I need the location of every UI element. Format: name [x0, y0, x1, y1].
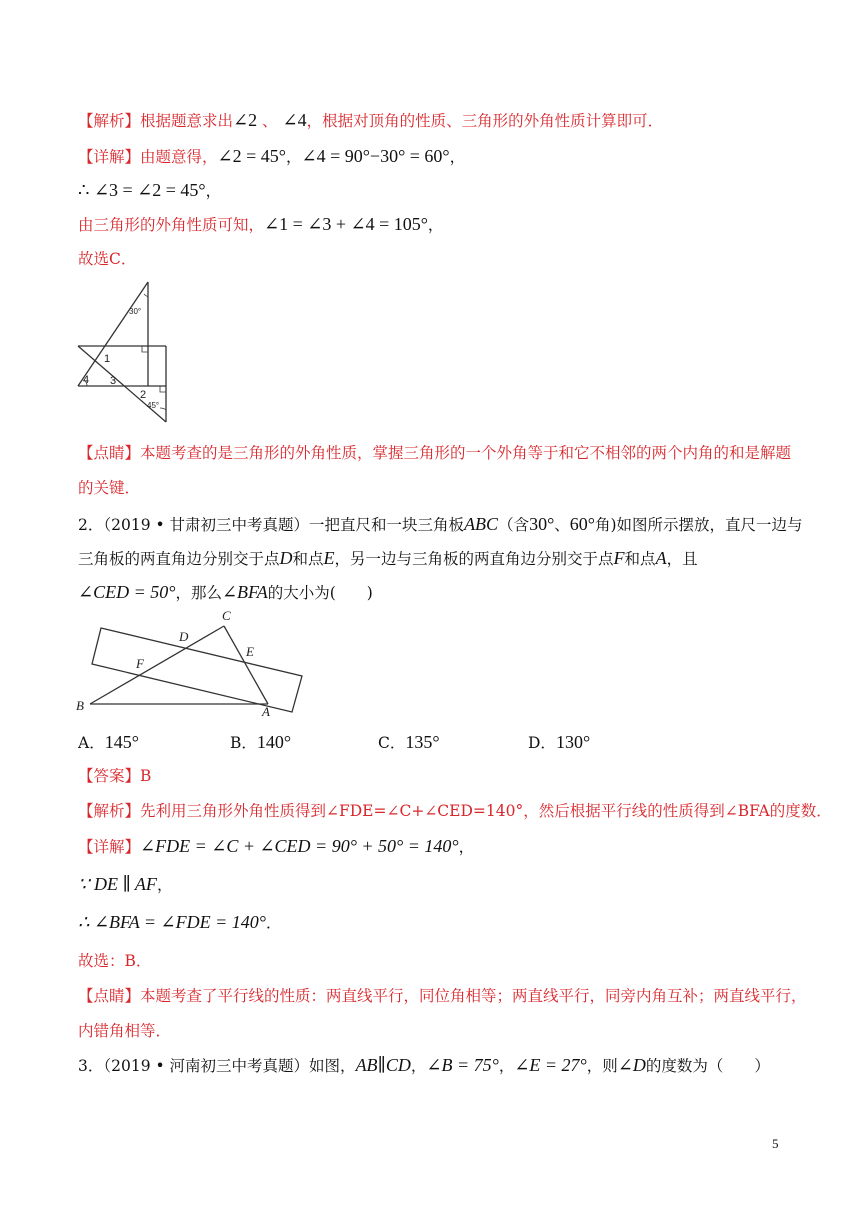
- q2-choice-line: 故选：B．: [78, 952, 152, 970]
- math: ∴ ∠BFA = ∠FDE = 140°: [78, 912, 266, 932]
- comment-tag: 【点睛】: [78, 444, 141, 462]
- q2-comment-line-1: [78, 986, 807, 1006]
- comment-line-2: 的关键．: [78, 479, 141, 497]
- option-value: 140°: [256, 732, 292, 752]
- ruler: [92, 628, 302, 712]
- text: 三角板的两直角边分别交于点: [78, 550, 280, 568]
- comment-line-1: [78, 443, 791, 463]
- text: ，且: [666, 550, 698, 568]
- choice-line: 故选C．: [78, 250, 137, 268]
- text: ，: [410, 1057, 427, 1075]
- label-D: D: [179, 629, 189, 644]
- option-value: 135°: [405, 732, 440, 752]
- text: ，则: [586, 1057, 618, 1075]
- option-a[interactable]: [78, 731, 139, 753]
- angle-arc: [160, 408, 166, 410]
- text: 由三角形的外角性质可知，: [78, 216, 265, 234]
- edge: [78, 346, 166, 422]
- math: D: [279, 548, 293, 568]
- text: 的度数为（ ）: [645, 1057, 770, 1075]
- text: ，: [498, 1057, 515, 1075]
- text: 的大小为( ): [267, 584, 373, 602]
- text: ，根据对顶角的性质、三角形的外角性质计算即可．: [306, 112, 664, 130]
- option-letter: C．: [378, 734, 406, 752]
- text: 和点: [624, 550, 656, 568]
- math: ∴ ∠3 = ∠2 = 45°: [78, 180, 206, 200]
- q2-stem-line-2: [78, 548, 698, 569]
- label-45: 45°: [147, 401, 160, 410]
- math: F: [613, 548, 625, 568]
- option-c[interactable]: [378, 731, 440, 753]
- edge: [90, 626, 224, 704]
- text: 本题考查的是三角形的外角性质，掌握三角形的一个外角等于和它不相邻的两个内角的和是解题: [140, 444, 792, 462]
- edge: [78, 282, 148, 386]
- math: ∠BFA: [221, 582, 268, 602]
- text: ，: [156, 876, 173, 894]
- math: ∠B = 75°: [426, 1055, 499, 1075]
- label-2: 2: [140, 389, 147, 401]
- text: 本题考查了平行线的性质：两直线平行，同位角相等；两直线平行，同旁内角互补；两直线平行，: [140, 987, 807, 1005]
- text: ，那么: [175, 584, 222, 602]
- math: ∵ DE ∥ AF: [78, 874, 157, 894]
- right-angle-mark: [160, 386, 166, 392]
- comment-tag: 【点睛】: [78, 987, 141, 1005]
- math: ∠4 = 90°−30° = 60°: [301, 146, 450, 166]
- label-30: 30°: [129, 307, 142, 316]
- label-A: A: [262, 704, 270, 719]
- analysis-tag: 【解析】: [78, 802, 141, 820]
- right-angle-mark: [142, 346, 148, 352]
- edge: [224, 626, 268, 704]
- exterior-line: [78, 214, 443, 235]
- label-E: E: [246, 644, 254, 659]
- q2-stem-line-1: [78, 514, 803, 535]
- q2-therefore-line: [78, 912, 281, 933]
- text: ．: [265, 914, 282, 932]
- option-letter: D．: [528, 734, 556, 752]
- analysis-tag: 【解析】: [78, 112, 141, 130]
- math: ∠2 = 45°: [217, 146, 286, 166]
- label-1: 1: [104, 353, 111, 365]
- text: ，: [205, 182, 222, 200]
- label-F: F: [136, 656, 144, 671]
- text: （含: [498, 516, 530, 534]
- detail-line: [78, 146, 465, 167]
- text: ，另一边与三角板的两直角边分别交于点: [334, 550, 614, 568]
- math: ∠2: [233, 110, 258, 130]
- page-number: 5: [772, 1136, 779, 1151]
- because-line: [78, 874, 172, 895]
- label-B: B: [76, 698, 84, 713]
- text: ，: [449, 148, 466, 166]
- detail-tag: 【详解】: [78, 838, 141, 856]
- label-4: 4: [83, 374, 90, 386]
- math: ∠1 = ∠3 + ∠4 = 105°: [264, 214, 428, 234]
- math: ∠E = 27°: [514, 1055, 587, 1075]
- analysis-line: [78, 110, 663, 131]
- detail-tag: 【详解】: [78, 148, 141, 166]
- math: E: [323, 548, 335, 568]
- answer-line: [78, 766, 151, 786]
- q2-stem-line-3: [78, 582, 373, 603]
- math: AB∥CD: [355, 1055, 411, 1075]
- math: ∠4: [282, 110, 307, 130]
- q2-detail-line: [78, 836, 474, 857]
- math: 60°: [569, 514, 595, 534]
- text: ，: [427, 216, 444, 234]
- option-letter: A．: [78, 734, 105, 752]
- option-value: 145°: [104, 732, 139, 752]
- text: 、: [554, 516, 570, 534]
- math: A: [655, 548, 667, 568]
- text: 角)如图所示摆放，直尺一边与: [595, 516, 803, 534]
- text: ，: [458, 838, 475, 856]
- text: 3．（2019 • 河南初三中考真题）如图，: [78, 1057, 356, 1075]
- text: 2．（2019 • 甘肃初三中考真题）一把直尺和一块三角板: [78, 516, 465, 534]
- label-C: C: [222, 608, 231, 623]
- option-value: 130°: [555, 732, 591, 752]
- text: 、: [257, 112, 283, 130]
- text: ，: [285, 148, 302, 166]
- answer-value: B: [140, 767, 152, 785]
- math: 30°: [529, 514, 555, 534]
- option-b[interactable]: [230, 731, 291, 753]
- text: 先利用三角形外角性质得到∠FDE=∠C+∠CED=140°，然后根据平行线的性质得到∠BFA的度数．: [140, 802, 832, 820]
- text: 根据题意求出: [140, 112, 234, 130]
- option-letter: B．: [230, 734, 257, 752]
- therefore-line: [78, 180, 221, 201]
- q3-stem-line: [78, 1055, 770, 1076]
- answer-tag: 【答案】: [78, 767, 141, 785]
- figure-ruler-triangle: [72, 604, 308, 720]
- figure-triangles: [74, 280, 174, 426]
- text: 和点: [292, 550, 324, 568]
- q2-comment-line-2: 内错角相等．: [78, 1022, 172, 1040]
- math: ∠CED = 50°: [78, 582, 176, 602]
- math: ABC: [464, 514, 499, 534]
- label-3: 3: [110, 375, 117, 387]
- option-d[interactable]: [528, 731, 590, 753]
- text: 由题意得，: [140, 148, 218, 166]
- math: ∠D: [617, 1055, 646, 1075]
- math: ∠FDE = ∠C + ∠CED = 90° + 50° = 140°: [140, 836, 459, 856]
- q2-analysis-line: [78, 801, 832, 821]
